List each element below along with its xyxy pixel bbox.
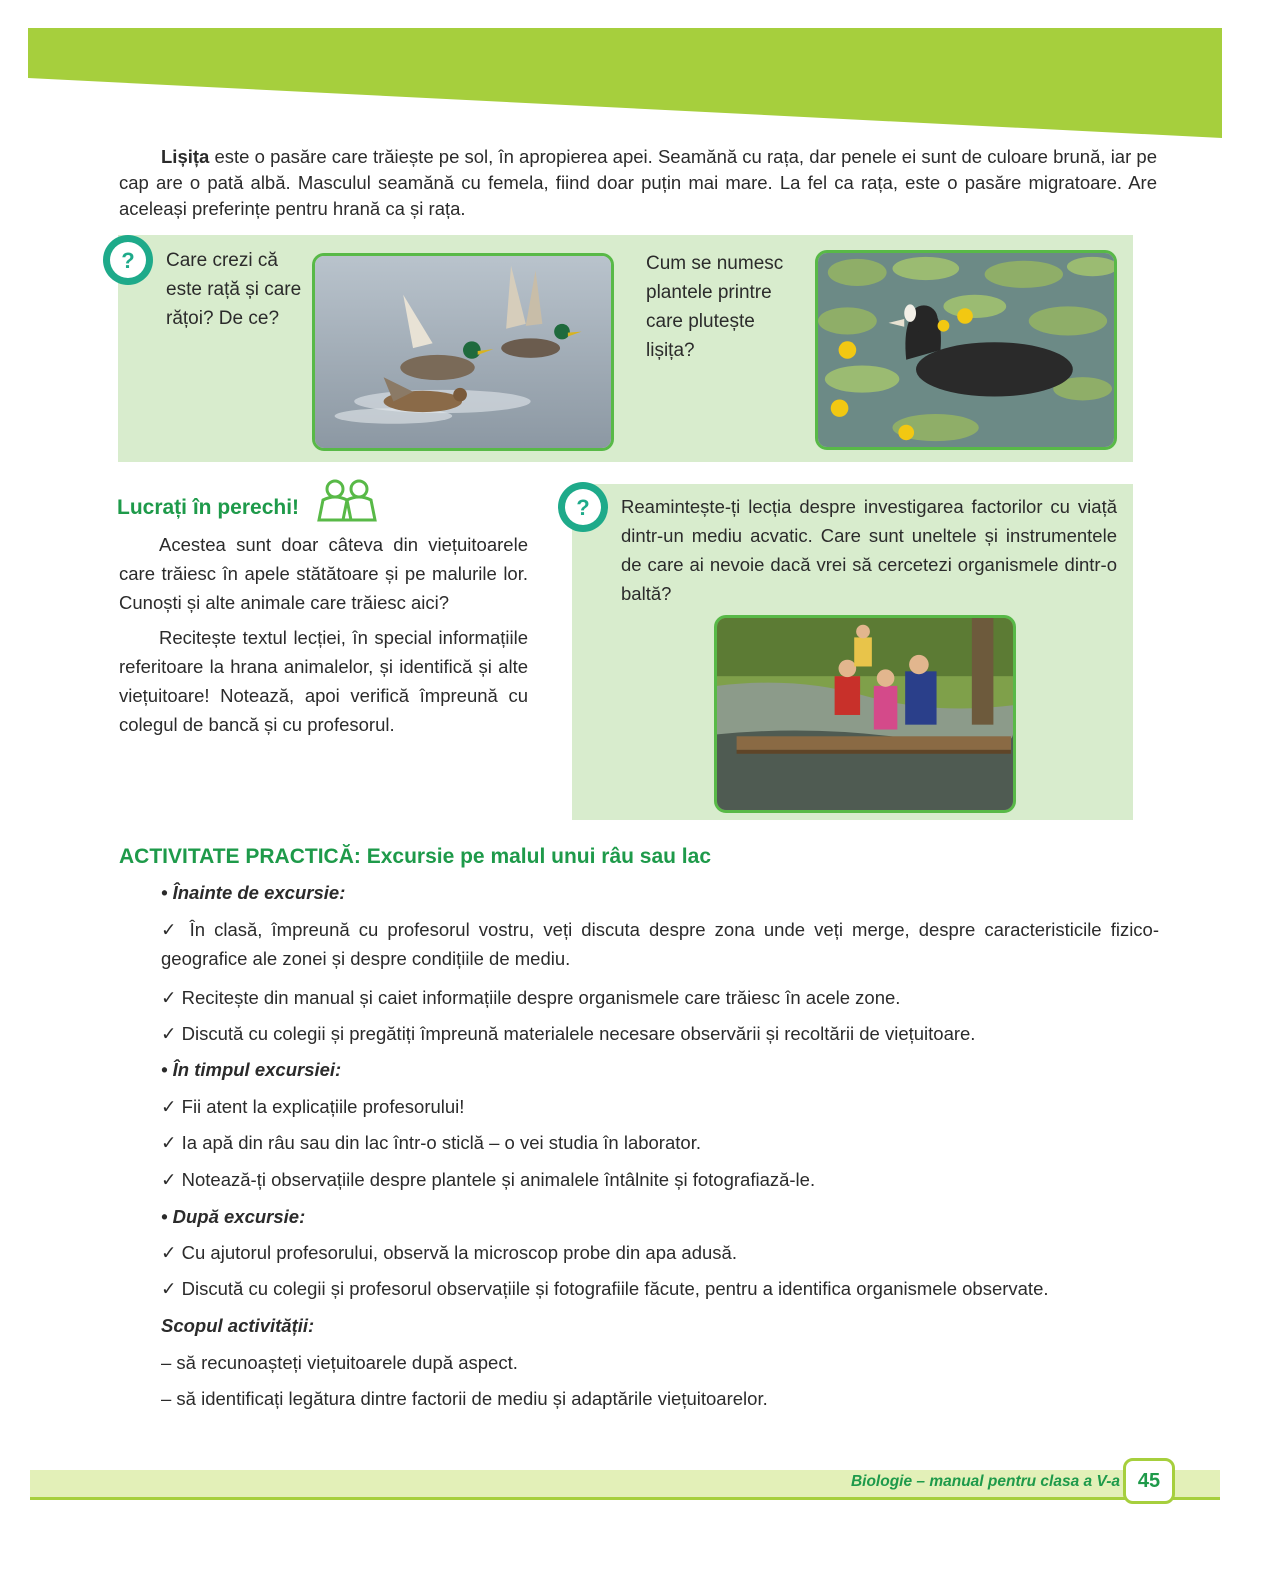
pairs-paragraph-1: Acestea sunt doar câteva din viețuitoarele care trăiesc în apele stătătoare și pe malurile lor. Cunoști și alte animale care trăiesc aici? — [119, 534, 528, 613]
question-icon — [557, 481, 609, 533]
question2-text: Cum se numesc plantele printre care plutește lișița? — [646, 253, 784, 361]
question-icon — [102, 234, 154, 286]
before-item-3: ✓ Discută cu colegii și pregătiți împreună materialele necesare observării și recoltării de viețuitoare. — [161, 1023, 976, 1044]
before-item-2: ✓ Recitește din manual și caiet informațiile despre organismele care trăiesc în acele zone. — [161, 987, 901, 1008]
pairs-body — [119, 530, 528, 745]
page-number: 45 — [1123, 1458, 1175, 1504]
pairs-paragraph-2: Recitește textul lecției, în special informațiile referitoare la hrana animalelor, și identifică și alte viețuitoare! Notează, apoi verifică împreună cu colegul de bancă și cu profesorul. — [119, 627, 528, 735]
goal-heading: Scopul activității: — [161, 1315, 315, 1336]
during-item-2: ✓ Ia apă din râu sau din lac într-o sticlă – o vei studia în laborator. — [161, 1132, 701, 1153]
pond-photo — [714, 615, 1016, 813]
svg-text:?: ? — [576, 495, 590, 520]
header-band — [0, 0, 1270, 145]
pairs-icon — [313, 478, 381, 522]
goal-item-1: – să recunoașteți viețuitoarele după aspect. — [161, 1352, 518, 1373]
intro-text: este o pasăre care trăiește pe sol, în apropierea apei. Seamănă cu rața, dar penele ei sunt de culoare brună, iar pe cap are o pată albă. Masculul seamănă cu femela, fiind doar puțin mai mare. La fel ca rața, este o pasăre migratoare. Are aceleași preferințe pentru hrană ca și rața. — [119, 146, 1157, 219]
question3-text: Reamintește-ți lecția despre investigarea factorilor cu viață dintr-un mediu acvatic. Care sunt uneltele și instrumentele de care ai nevoie dacă vrei să cercetezi organismele dintr-o baltă? — [621, 496, 1117, 604]
intro-term: Lișița — [161, 146, 210, 167]
pairs-title: Lucrați în perechi! — [117, 496, 300, 519]
before-heading: • Înainte de excursie: — [161, 882, 346, 903]
during-item-3: ✓ Notează-ți observațiile despre plantele și animalele întâlnite și fotografiază-le. — [161, 1169, 816, 1190]
coot-photo — [815, 250, 1117, 450]
after-heading: • După excursie: — [161, 1206, 306, 1227]
after-item-1: ✓ Cu ajutorul profesorului, observă la microscop probe din apa adusă. — [161, 1242, 737, 1263]
footer-text: Biologie – manual pentru clasa a V-a — [850, 1473, 1120, 1490]
activity-title: ACTIVITATE PRACTICĂ: Excursie pe malul unui râu sau lac — [119, 845, 711, 868]
before-item-1: ✓ În clasă, împreună cu profesorul vostru, veți discuta despre zona unde veți merge, despre caracteristicile fizico-geografice ale zonei și despre condițiile de mediu. — [161, 919, 1159, 969]
svg-text:?: ? — [121, 248, 135, 273]
question1-text: Care crezi că este rață și care rățoi? De ce? — [166, 250, 302, 329]
after-item-2: ✓ Discută cu colegii și profesorul observațiile și fotografiile făcute, pentru a identifica organismele observate. — [161, 1278, 1049, 1299]
ducks-photo — [312, 253, 614, 451]
during-item-1: ✓ Fii atent la explicațiile profesorului! — [161, 1096, 465, 1117]
intro-paragraph — [119, 144, 1157, 222]
during-heading: • În timpul excursiei: — [161, 1059, 342, 1080]
goal-item-2: – să identificați legătura dintre factorii de mediu și adaptările viețuitoarelor. — [161, 1388, 768, 1409]
